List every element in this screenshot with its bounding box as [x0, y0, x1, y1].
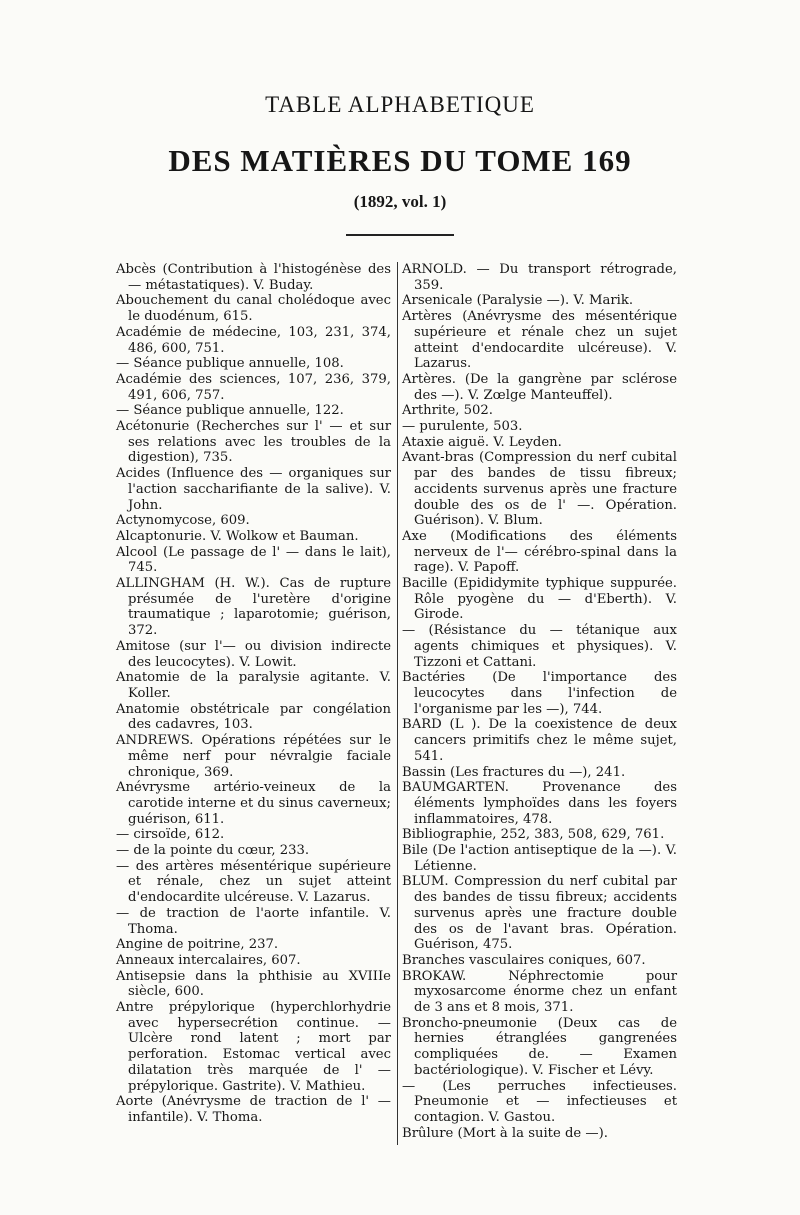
index-entry: BLUM. Compression du nerf cubital par des bandes de tissu fibreux; accidents survenus après une fracture double des os de l'avant bras. Opération. Guérison, 475. — [402, 874, 677, 953]
index-entry: BARD (L ). De la coexistence de deux cancers primitifs chez le même sujet, 541. — [402, 717, 677, 764]
index-entry: Abouchement du canal cholédoque avec le duodénum, 615. — [116, 293, 391, 325]
index-entry: Acides (Influence des — organiques sur l'action saccharifiante de la salive). V. John. — [116, 466, 391, 513]
index-entry: Broncho-pneumonie (Deux cas de hernies étranglées gangrenées compliquées de. — Examen bactériologique). V. Fischer et Lévy. — [402, 1015, 677, 1078]
index-entry: Bile (De l'action antiseptique de la —). V. Létienne. — [402, 843, 677, 874]
index-entry: Alcool (Le passage de l' — dans le lait), 745. — [116, 544, 391, 576]
index-entry: Ataxie aiguë. V. Leyden. — [402, 434, 562, 450]
index-entry: Bibliographie, 252, 383, 508, 629, 761. — [402, 827, 665, 843]
index-entry: Anneaux intercalaires, 607. — [116, 952, 301, 968]
index-entry: Artères (Anévrysme des mésentérique supérieure et rénale chez un sujet atteint d'endocardite ulcéreuse). V. Lazarus. — [402, 309, 677, 372]
index-entry: Avant-bras (Compression du nerf cubital par des bandes de tissu fibreux; accidents survenus après une fracture double des os de l' —. Opération. Guérison). V. Blum. — [402, 450, 677, 529]
index-entry: Anévrysme artério-veineux de la carotide interne et du sinus caverneux; guérison, 611. — [116, 780, 391, 827]
heading-rule — [346, 234, 454, 236]
index-entry: — de la pointe du cœur, 233. — [116, 843, 310, 859]
index-entry: — Séance publique annuelle, 108. — [116, 356, 344, 372]
index-entry: Arsenicale (Paralysie —). V. Marik. — [402, 293, 634, 309]
index-entry: Actynomycose, 609. — [116, 513, 250, 529]
index-entry: — (Les perruches infectieuses. Pneumonie et — infectieuses et contagion. V. Gastou. — [402, 1078, 677, 1125]
index-entry: Artères. (De la gangrène par sclérose des —). V. Zœlge Manteuffel). — [402, 371, 677, 403]
index-entry: — de traction de l'aorte infantile. V. Thoma. — [116, 905, 391, 937]
index-entry: — Séance publique annuelle, 122. — [116, 403, 344, 419]
index-entry: Anatomie obstétricale par congélation des cadavres, 103. — [116, 701, 391, 733]
index-entry: Abcès (Contribution à l'histogénèse des — métastatiques). V. Buday. — [116, 262, 391, 293]
index-entry: Aorte (Anévrysme de traction de l' — infantile). V. Thoma. — [116, 1094, 391, 1125]
index-entry: Arthrite, 502. — [402, 403, 493, 419]
index-entry: Antisepsie dans la phthisie au XVIIIe siècle, 600. — [116, 968, 391, 1000]
index-entry: Bactéries (De l'importance des leucocytes dans l'infection de l'organisme par les —), 744. — [402, 670, 677, 717]
page-heading-line1: TABLE ALPHABETIQUE — [265, 92, 535, 117]
index-entry: Angine de poitrine, 237. — [116, 937, 279, 953]
index-entry: Acétonurie (Recherches sur l' — et sur ses relations avec les troubles de la digestion), 735. — [116, 419, 391, 466]
index-entry: — des artères mésentérique supérieure et rénale, chez un sujet atteint d'endocardite ulcéreuse. V. Lazarus. — [116, 858, 391, 906]
index-entry: Antre prépylorique (hyperchlorhydrie avec hypersecrétion continue. — Ulcère rond latent ; mort par perforation. Estomac vertical avec dilatation très marquée de l' — prépylorique. Gastrite). V. Mathieu. — [116, 1000, 391, 1094]
index-entry: Amitose (sur l'— ou division indirecte des leucocytes). V. Lowit. — [116, 638, 391, 670]
index-entry: Académie des sciences, 107, 236, 379, 491, 606, 757. — [116, 371, 391, 403]
index-entry: Alcaptonurie. V. Wolkow et Bauman. — [116, 528, 359, 544]
index-entry: Branches vasculaires coniques, 607. — [402, 952, 646, 968]
index-entry: — purulente, 503. — [402, 419, 523, 435]
index-entry: ANDREWS. Opérations répétées sur le même nerf pour névralgie faciale chronique, 369. — [116, 733, 391, 780]
index-entry: BAUMGARTEN. Provenance des éléments lymphoïdes dans les foyers inflammatoires, 478. — [402, 780, 677, 827]
page-heading-volume: (1892, vol. 1) — [353, 192, 447, 211]
index-column-right — [402, 262, 677, 1141]
index-entry: Académie de médecine, 103, 231, 374, 486, 600, 751. — [116, 324, 391, 356]
index-column-left — [116, 262, 391, 1126]
page-heading-line2: DES MATIÈRES DU TOME 169 — [168, 143, 632, 178]
index-entry: Anatomie de la paralysie agitante. V. Koller. — [116, 670, 391, 701]
index-entry: Brûlure (Mort à la suite de —). — [402, 1125, 608, 1141]
index-entry: — (Résistance du — tétanique aux agents chimiques et physiques). V. Tizzoni et Cattani. — [402, 623, 677, 670]
column-divider — [397, 262, 398, 1145]
index-entry: Axe (Modifications des éléments nerveux de l'— cérébro-spinal dans la rage). V. Papoff. — [402, 528, 677, 576]
index-entry: ARNOLD. — Du transport rétrograde, 359. — [402, 262, 677, 293]
index-entry: BROKAW. Néphrectomie pour myxosarcome énorme chez un enfant de 3 ans et 8 mois, 371. — [402, 968, 677, 1016]
index-entry: Bassin (Les fractures du —), 241. — [402, 764, 626, 780]
index-entry: — cirsoïde, 612. — [116, 827, 225, 843]
index-entry: ALLINGHAM (H. W.). Cas de rupture présumée de l'uretère d'origine traumatique ; laparotomie; guérison, 372. — [116, 576, 391, 639]
index-entry: Bacille (Epididymite typhique suppurée. Rôle pyogène du — d'Eberth). V. Girode. — [402, 576, 677, 623]
